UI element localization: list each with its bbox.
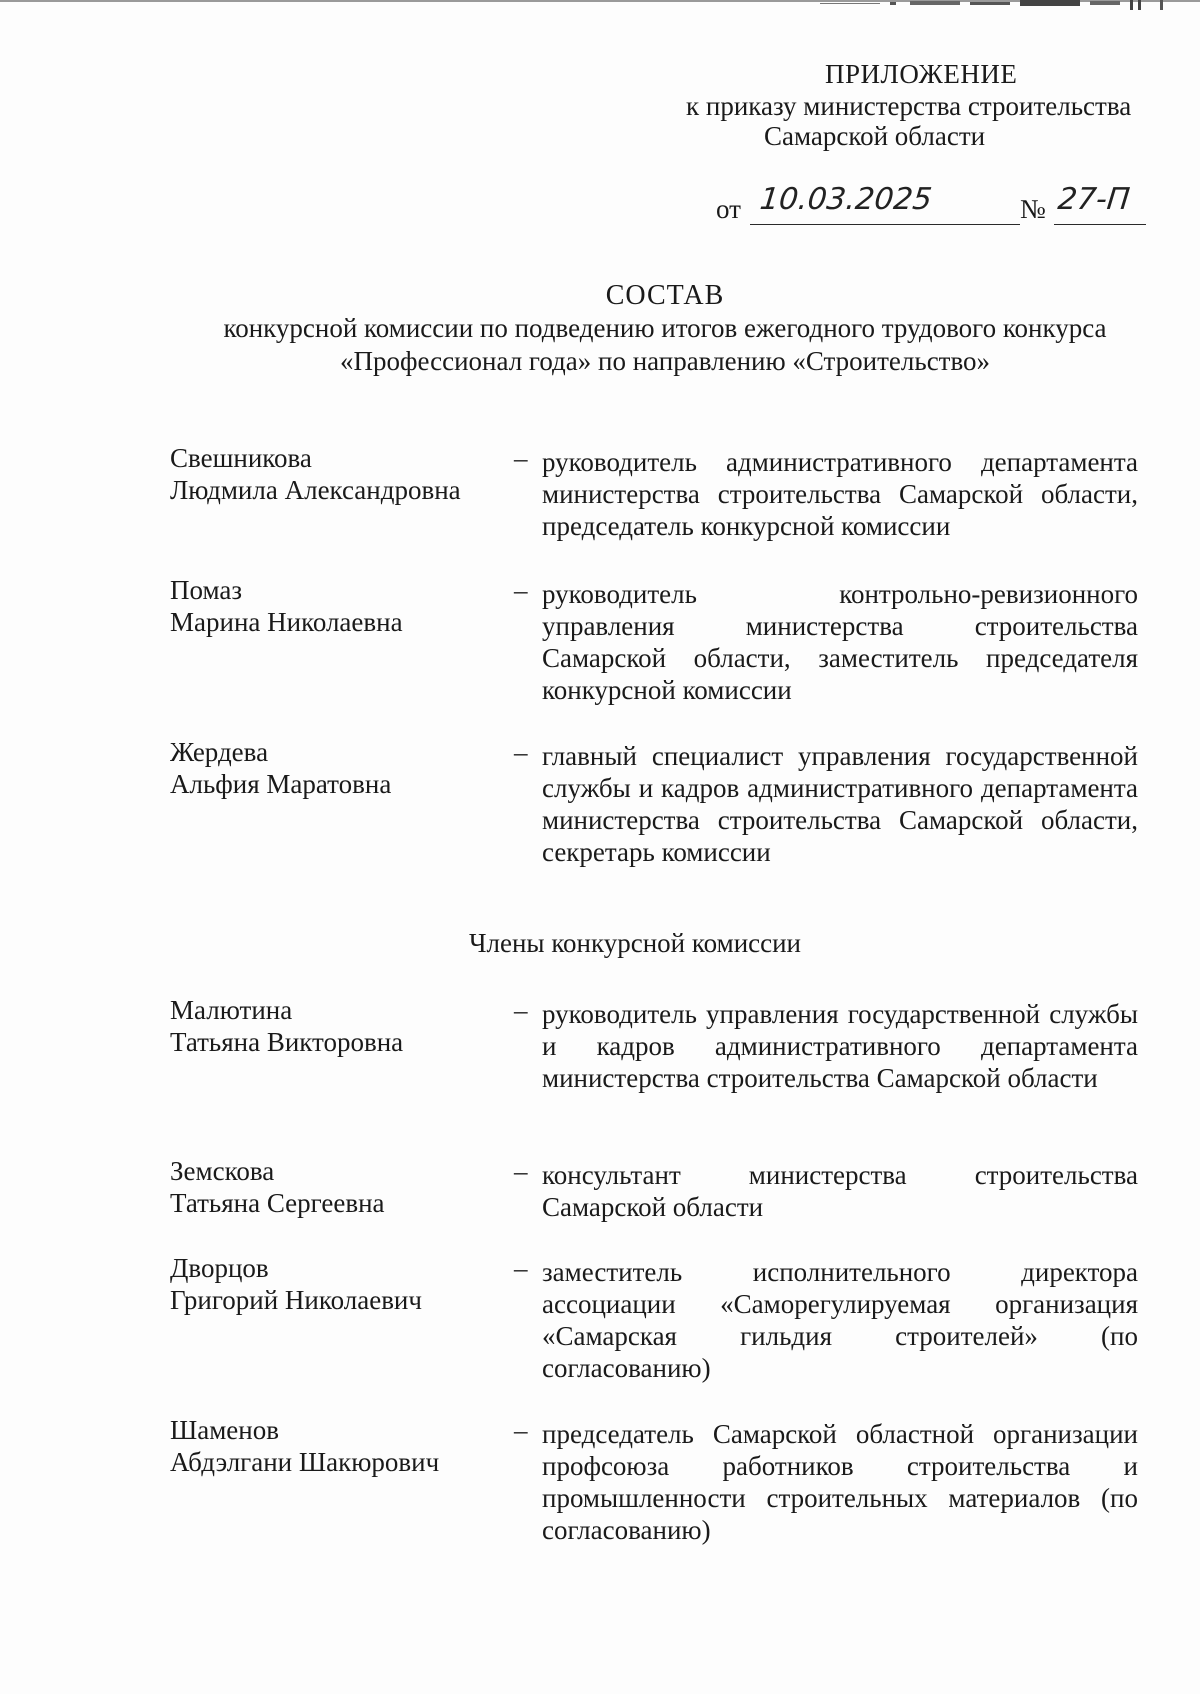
member-given-names: Альфия Маратовна bbox=[170, 769, 392, 799]
member-name bbox=[170, 1414, 500, 1478]
member-surname: Шаменов bbox=[170, 1415, 279, 1445]
member-role: руководитель управления государственной службы и кадров административного департамента министерства строительства Самарской области bbox=[542, 999, 1138, 1093]
member-role: руководитель административного департамента министерства строительства Самарской области, председатель конкурсной комиссии bbox=[542, 447, 1138, 541]
member-role: консультант министерства строительства Самарской области bbox=[542, 1160, 1138, 1222]
member-given-names: Людмила Александровна bbox=[170, 475, 461, 505]
order-number-label: № bbox=[1020, 194, 1046, 224]
member-name bbox=[170, 574, 500, 638]
member-dash: – bbox=[514, 1415, 528, 1445]
member-role: председатель Самарской областной организации профсоюза работников строительства и промышленности строительных материалов (по согласованию) bbox=[542, 1419, 1138, 1545]
member-given-names: Григорий Николаевич bbox=[170, 1285, 422, 1315]
member-dash: – bbox=[514, 995, 528, 1025]
member-dash: – bbox=[514, 575, 528, 605]
member-dash: – bbox=[514, 1253, 528, 1283]
subtitle-line: «Профессионал года» по направлению «Строительство» bbox=[339, 346, 991, 376]
document-subtitle bbox=[120, 312, 1200, 378]
order-number-handwritten: 27-П bbox=[1056, 182, 1132, 217]
order-date-underline bbox=[750, 224, 1020, 225]
member-role: главный специалист управления государственной службы и кадров административного департамента министерства строительства Самарской области, секретарь комиссии bbox=[542, 741, 1138, 867]
member-role: руководитель контрольно-ревизионного управления министерства строительства Самарской области, заместитель председателя конкурсной комиссии bbox=[542, 579, 1138, 705]
order-number-underline bbox=[1054, 224, 1146, 225]
member-name bbox=[170, 1252, 500, 1316]
subtitle-line: конкурсной комиссии по подведению итогов ежегодного трудового конкурса bbox=[223, 313, 1107, 343]
member-surname: Помаз bbox=[170, 575, 243, 605]
member-surname: Дворцов bbox=[170, 1253, 269, 1283]
member-dash: – bbox=[514, 1156, 528, 1186]
member-dash: – bbox=[514, 443, 528, 473]
member-given-names: Татьяна Викторовна bbox=[170, 1027, 404, 1057]
member-given-names: Марина Николаевна bbox=[170, 607, 403, 637]
member-name bbox=[170, 994, 500, 1058]
member-name bbox=[170, 1155, 500, 1219]
member-name bbox=[170, 736, 500, 800]
members-heading: Члены конкурсной комиссии bbox=[468, 928, 802, 958]
member-surname: Жердева bbox=[170, 737, 269, 767]
document-title: СОСТАВ bbox=[605, 280, 725, 311]
member-surname: Свешникова bbox=[170, 443, 312, 473]
order-from-label: от bbox=[716, 194, 741, 224]
appendix-title: ПРИЛОЖЕНИЕ bbox=[825, 59, 1018, 89]
appendix-reference-line: к приказу министерства строительства bbox=[686, 91, 1132, 121]
member-given-names: Абдэлгани Шакюрович bbox=[170, 1447, 440, 1477]
member-dash: – bbox=[514, 737, 528, 767]
member-given-names: Татьяна Сергеевна bbox=[170, 1188, 385, 1218]
order-reference bbox=[716, 184, 1146, 228]
member-name bbox=[170, 442, 500, 506]
member-surname: Земскова bbox=[170, 1156, 275, 1186]
member-surname: Малютина bbox=[170, 995, 293, 1025]
appendix-region-line: Самарской области bbox=[764, 121, 986, 151]
scan-artifact-marks bbox=[820, 0, 1200, 12]
order-date-handwritten: 10.03.2025 bbox=[758, 182, 934, 217]
member-role: заместитель исполнительного директора ассоциации «Саморегулируемая организация «Самарская гильдия строителей» (по согласованию) bbox=[542, 1257, 1138, 1383]
